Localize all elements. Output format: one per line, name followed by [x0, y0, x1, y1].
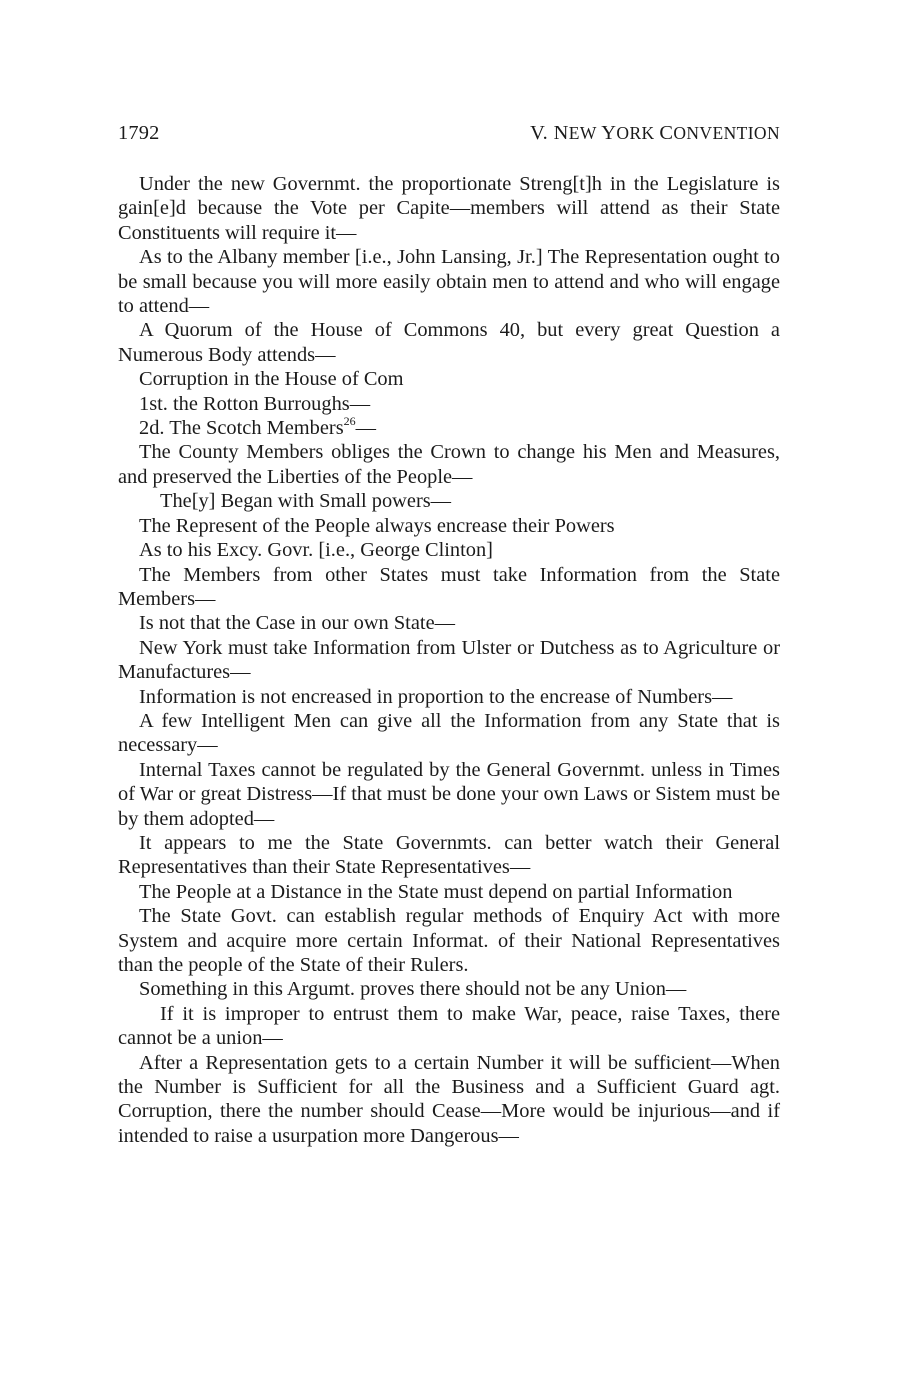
paragraph: As to his Excy. Govr. [i.e., George Clinton]	[139, 539, 493, 562]
paragraph: Under the new Governmt. the proportionate Streng[t]h in the Legislature is gain[e]d because the Vote per Capite—members will attend as their State Constituents will require it—	[118, 173, 780, 244]
running-head-part: EW	[568, 123, 602, 143]
paragraph: It appears to me the State Governmts. can better watch their General Representatives than their State Representatives—	[118, 831, 780, 879]
paragraph: As to the Albany member [i.e., John Lansing, Jr.] The Representation ought to be small because you will more easily obtain men to attend and who will engage to attend—	[118, 246, 780, 318]
running-head-part: V. N	[530, 122, 569, 144]
footnote-reference[interactable]: 26	[343, 414, 356, 429]
paragraph: Internal Taxes cannot be regulated by the General Governmt. unless in Times of War or great Distress—If that must be done your own Laws or Sistem must be by them adopted—	[118, 758, 780, 830]
paragraph: The[y] Began with Small powers—	[160, 490, 452, 513]
running-head-part: ORK	[616, 123, 660, 143]
running-head	[530, 118, 780, 148]
paragraph: After a Representation gets to a certain Number it will be sufficient—When the Number is Sufficient for all the Business and a Sufficient Guard agt. Corruption, there the number should Cease—More would be injurious—and if intended to raise a usurpation more Dangerous—	[118, 1051, 780, 1147]
page-number: 1792	[118, 122, 160, 144]
paragraph: The State Govt. can establish regular methods of Enquiry Act with more System and acquire more certain Informat. of their National Representatives than the people of the State of their Rulers.	[118, 905, 780, 976]
paragraph: Is not that the Case in our own State—	[139, 612, 456, 635]
paragraph: The People at a Distance in the State must depend on partial Information	[139, 880, 733, 903]
paragraph: If it is improper to entrust them to make War, peace, raise Taxes, there cannot be a union—	[118, 1002, 780, 1050]
paragraph: Corruption in the House of Com	[139, 368, 404, 391]
paragraph-text: 2d. The Scotch Members	[139, 417, 344, 440]
running-head-part: C	[659, 122, 674, 144]
paragraph: Information is not encreased in proportion to the encrease of Numbers—	[139, 685, 733, 708]
paragraph-dash: —	[355, 417, 377, 440]
running-head-part: Y	[601, 122, 617, 144]
paragraph: A few Intelligent Men can give all the Information from any State that is necessary—	[118, 709, 780, 757]
running-head-part: ONVENTION	[673, 123, 780, 143]
paragraph: New York must take Information from Ulster or Dutchess as to Agriculture or Manufactures—	[118, 636, 780, 684]
paragraph: A Quorum of the House of Commons 40, but every great Question a Numerous Body attends—	[118, 319, 780, 366]
paragraph: 1st. the Rotton Burroughs—	[139, 392, 371, 415]
paragraph: The Represent of the People always encrease their Powers	[139, 514, 615, 537]
page-header	[118, 118, 780, 148]
document-page	[118, 118, 780, 1148]
paragraph: Something in this Argumt. proves there should not be any Union—	[139, 978, 687, 1001]
paragraph: The County Members obliges the Crown to change his Men and Measures, and preserved the Liberties of the People—	[118, 441, 780, 488]
paragraph: The Members from other States must take Information from the State Members—	[118, 563, 780, 610]
paragraph-with-footnote	[118, 416, 780, 440]
